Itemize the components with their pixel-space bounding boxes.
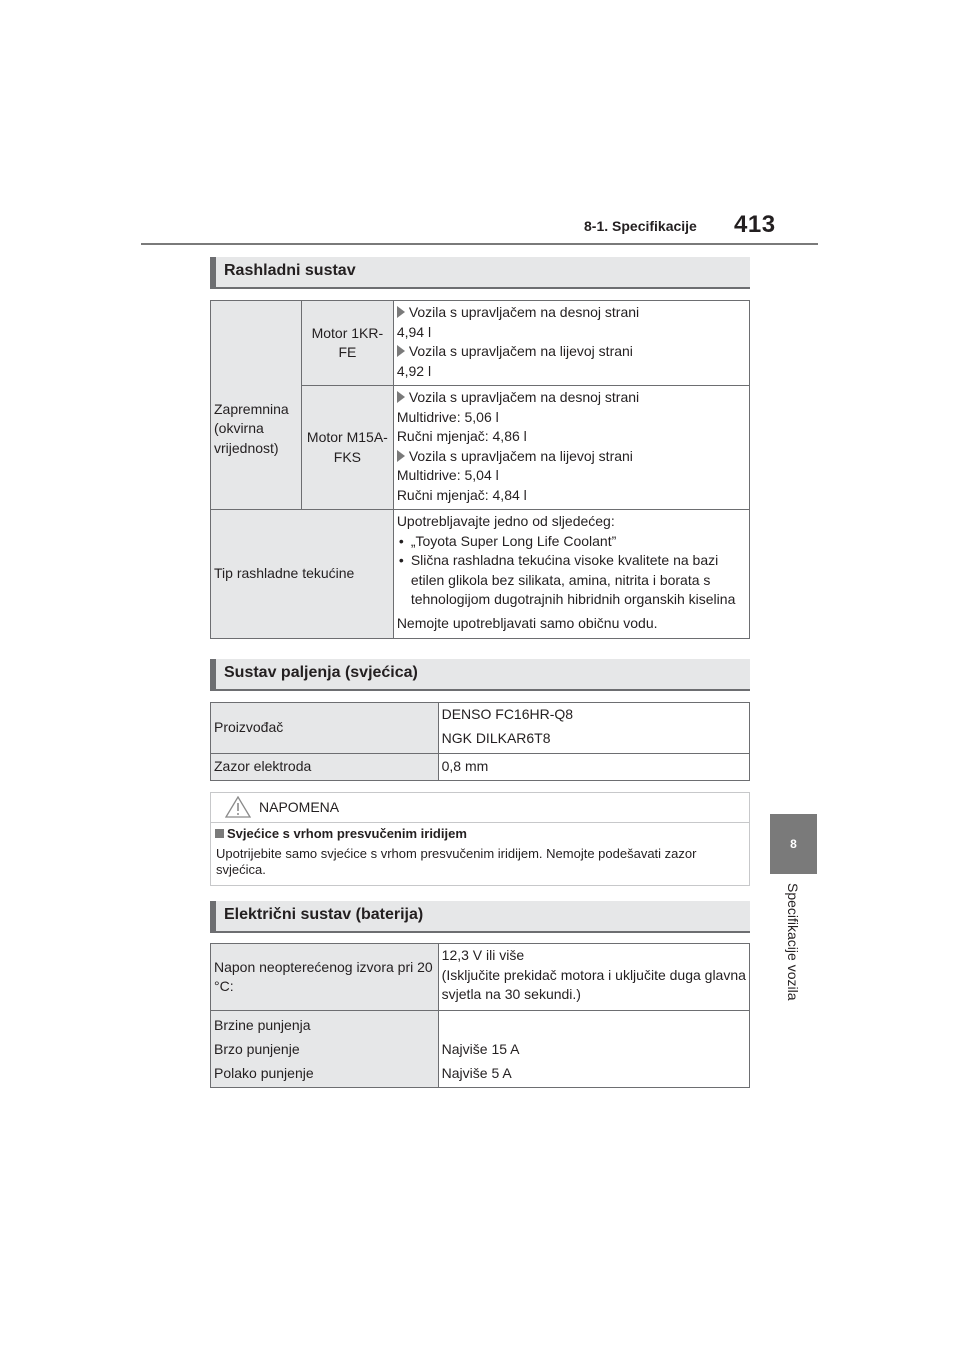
engine-1kr-fe-capacity [393, 301, 749, 386]
engine-m15a-fks-capacity [393, 386, 749, 510]
list-item: Vozila s upravljačem na desnoj strani [397, 388, 746, 408]
list-item: Vozila s upravljačem na desnoj strani [397, 303, 746, 323]
charge-rates-label [211, 1011, 439, 1088]
square-bullet-icon [215, 829, 224, 838]
electrode-gap-label: Zazor elektroda [211, 754, 439, 781]
coolant-type-value [393, 510, 749, 639]
cooling-table [210, 300, 750, 639]
charge-rates-title: Brzine punjenja [214, 1017, 311, 1033]
list-item: 4,92 l [396, 362, 432, 379]
list-item: Ručni mjenjač: 4,84 l [396, 486, 527, 503]
coolant-intro: Upotrebljavajte jedno od sljedećeg: [396, 513, 615, 529]
notice-body: Upotrijebite samo svjećice s vrhom presvučenim iridijem. Nemojte podešavati zazor svjećica. [216, 846, 697, 877]
triangle-bullet-icon [397, 306, 405, 318]
manufacturer-label: Proizvođač [211, 703, 439, 754]
chapter-tab: 8 [770, 814, 817, 874]
cooling-heading: Rashladni sustav [210, 257, 750, 289]
coolant-note: Nemojte upotrebljavati samo običnu vodu. [396, 614, 658, 631]
charge-rates-value [438, 1011, 749, 1088]
header-divider [141, 243, 818, 245]
slow-charge-value: Najviše 5 A [441, 1065, 512, 1081]
slow-charge-label: Polako punjenje [214, 1065, 314, 1081]
voltage-value [438, 944, 749, 1011]
list-item: Vozila s upravljačem na lijevoj strani [397, 342, 746, 362]
notice-title: NAPOMENA [259, 799, 340, 815]
list-item: Ručni mjenjač: 4,86 l [396, 428, 527, 444]
chapter-label: Specifikacije vozila [785, 883, 801, 1001]
notice-header [211, 793, 749, 823]
notice-box [210, 792, 750, 886]
voltage-number: 12,3 V ili više [441, 947, 525, 963]
capacity-label: Zapremnina (okvirna vrijednost) [211, 301, 302, 510]
page-number: 413 [734, 211, 776, 238]
voltage-note: (Isključite prekidač motora i uključite duga glavna svjetla na 30 sekundi.) [441, 966, 746, 1002]
voltage-label: Napon neopterećenog izvora pri 20 °C: [211, 944, 439, 1011]
ignition-heading: Sustav paljenja (svjećica) [210, 659, 750, 691]
list-item: Vozila s upravljačem na lijevoj strani [397, 447, 746, 467]
electrode-gap-value: 0,8 mm [438, 754, 749, 781]
list-item: Multidrive: 5,06 l [396, 408, 499, 425]
list-item: Multidrive: 5,04 l [396, 467, 499, 483]
warning-icon [225, 796, 251, 818]
engine-1kr-fe: Motor 1KR-FE [301, 301, 393, 386]
fast-charge-value: Najviše 15 A [441, 1041, 520, 1057]
notice-subtitle: Svjećice s vrhom presvučenim iridijem [215, 826, 467, 841]
coolant-type-label: Tip rashladne tekućine [211, 510, 394, 639]
list-item: DENSO FC16HR-Q8 [441, 706, 574, 722]
list-item: 4,94 l [396, 323, 432, 340]
section-title: 8-1. Specifikacije [584, 218, 697, 234]
triangle-bullet-icon [397, 345, 405, 357]
electrical-table [210, 943, 750, 1088]
list-item: • Slična rashladna tekućina visoke kvalitete na bazi etilen glikola bez silikata, amina, nitrita i borata s tehnologijom dugotrajnih hibridnih organskih kiselina [397, 551, 746, 610]
list-item: • „Toyota Super Long Life Coolant” [397, 532, 746, 552]
manufacturer-value [438, 703, 749, 754]
list-item: NGK DILKAR6T8 [441, 729, 551, 746]
ignition-table [210, 702, 750, 781]
electrical-heading: Električni sustav (baterija) [210, 901, 750, 933]
triangle-bullet-icon [397, 391, 405, 403]
fast-charge-label: Brzo punjenje [214, 1041, 300, 1057]
triangle-bullet-icon [397, 450, 405, 462]
engine-m15a-fks: Motor M15A-FKS [301, 386, 393, 510]
